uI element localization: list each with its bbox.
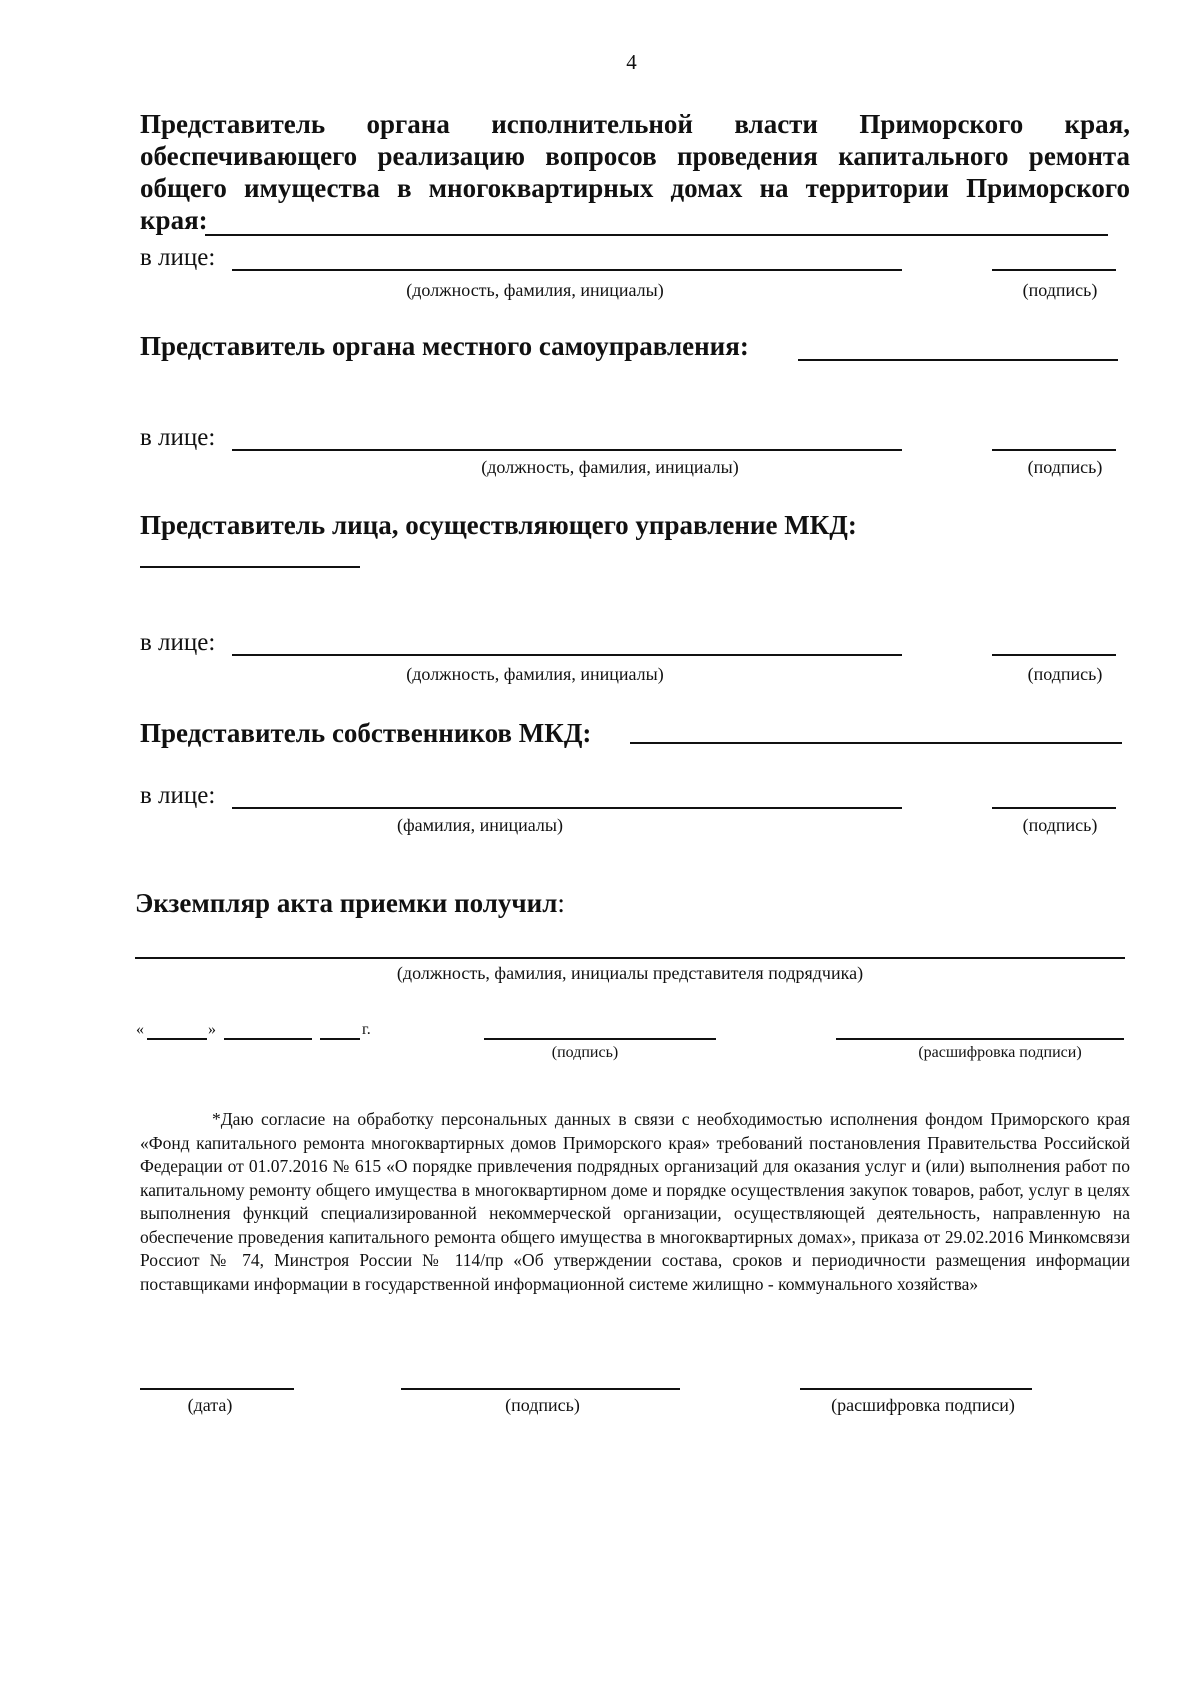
owners-heading: Представитель собственников МКД: [140,718,592,748]
local-government-heading: Представитель органа местного самоуправления: [140,331,749,361]
management-company-heading: Представитель лица, осуществляющего управление МКД: [140,510,857,540]
consent-decoding-field[interactable] [800,1388,1032,1390]
name-caption: (должность, фамилия, инициалы) [481,457,739,477]
contractor-field[interactable] [135,957,1125,959]
quote-close: » [208,1021,216,1038]
receipt-decoding-field[interactable] [836,1038,1124,1040]
name-field[interactable] [232,654,902,656]
in-person-label: в лице: [140,424,216,451]
receipt-signature-field[interactable] [484,1038,716,1040]
signature-caption: (подпись) [1022,815,1098,835]
date-field-row[interactable] [136,1021,396,1041]
year-suffix: г. [362,1021,371,1038]
name-caption: (должность, фамилия, инициалы) [406,280,664,300]
consent-date-caption: (дата) [187,1395,233,1415]
consent-text-block [140,1108,1130,1296]
day-field[interactable] [147,1038,207,1040]
signature-field[interactable] [992,807,1116,809]
signature-field[interactable] [992,449,1116,451]
quote-open: « [136,1021,144,1038]
in-person-label: в лице: [140,629,216,656]
name-field[interactable] [232,269,902,271]
in-person-label: в лице: [140,244,216,271]
receipt-heading-text: Экземпляр акта приемки получил [135,888,558,918]
consent-date-field[interactable] [140,1388,294,1390]
receipt-heading-colon: : [557,888,565,918]
year-field[interactable] [320,1038,360,1040]
consent-decoding-caption: (расшифровка подписи) [831,1395,1015,1415]
contractor-caption: (должность, фамилия, инициалы представителя подрядчика) [396,963,864,983]
name-field[interactable] [232,807,902,809]
signature-field[interactable] [992,654,1116,656]
name-caption: (должность, фамилия, инициалы) [406,664,664,684]
receipt-heading [135,888,565,919]
receipt-decoding-caption: (расшифровка подписи) [918,1044,1082,1061]
management-company-field[interactable] [140,566,360,568]
executive-authority-field[interactable] [205,234,1108,236]
local-government-field[interactable] [798,359,1118,361]
consent-signature-field[interactable] [401,1388,680,1390]
name-field[interactable] [232,449,902,451]
name-caption: (фамилия, инициалы) [397,815,563,835]
month-field[interactable] [224,1038,312,1040]
in-person-label: в лице: [140,782,216,809]
signature-field[interactable] [992,269,1116,271]
executive-authority-heading: Представитель органа исполнительной власти Приморского края, обеспечивающего реализацию вопросов проведения капитального ремонта общего имущества в многоквартирных домах на территории Приморского края: [140,109,1130,235]
signature-caption: (подпись) [1027,664,1103,684]
consent-text: *Даю согласие на обработку персональных данных в связи с необходимостью исполнения фондом Приморского края «Фонд капитального ремонта многоквартирных домов Приморского края» требований постановления Правительства Российской Федерации от 01.07.2016 № 615 «О порядке привлечения подрядных организаций для оказания услуг и (или) выполнения работ по капитальному ремонту общего имущества в многоквартирном доме и порядке осуществления закупок товаров, работ, услуг в целях выполнения функций специализированной некоммерческой организации, осуществляющей деятельность, направленную на обеспечение проведения капитального ремонта общего имущества в многоквартирных домах», приказа от 29.02.2016 Минкомсвязи Россиот № 74, Минстроя России № 114/пр «Об утверждении состава, сроков и периодичности размещения информации поставщиками информации в государственной информационной системе жилищно - коммунального хозяйства» [140,1109,1130,1294]
page-number: 4 [626,50,637,74]
owners-field[interactable] [630,742,1122,744]
signature-caption: (подпись) [1027,457,1103,477]
consent-signature-caption: (подпись) [505,1395,580,1415]
receipt-signature-caption: (подпись) [551,1044,619,1061]
signature-caption: (подпись) [1022,280,1098,300]
